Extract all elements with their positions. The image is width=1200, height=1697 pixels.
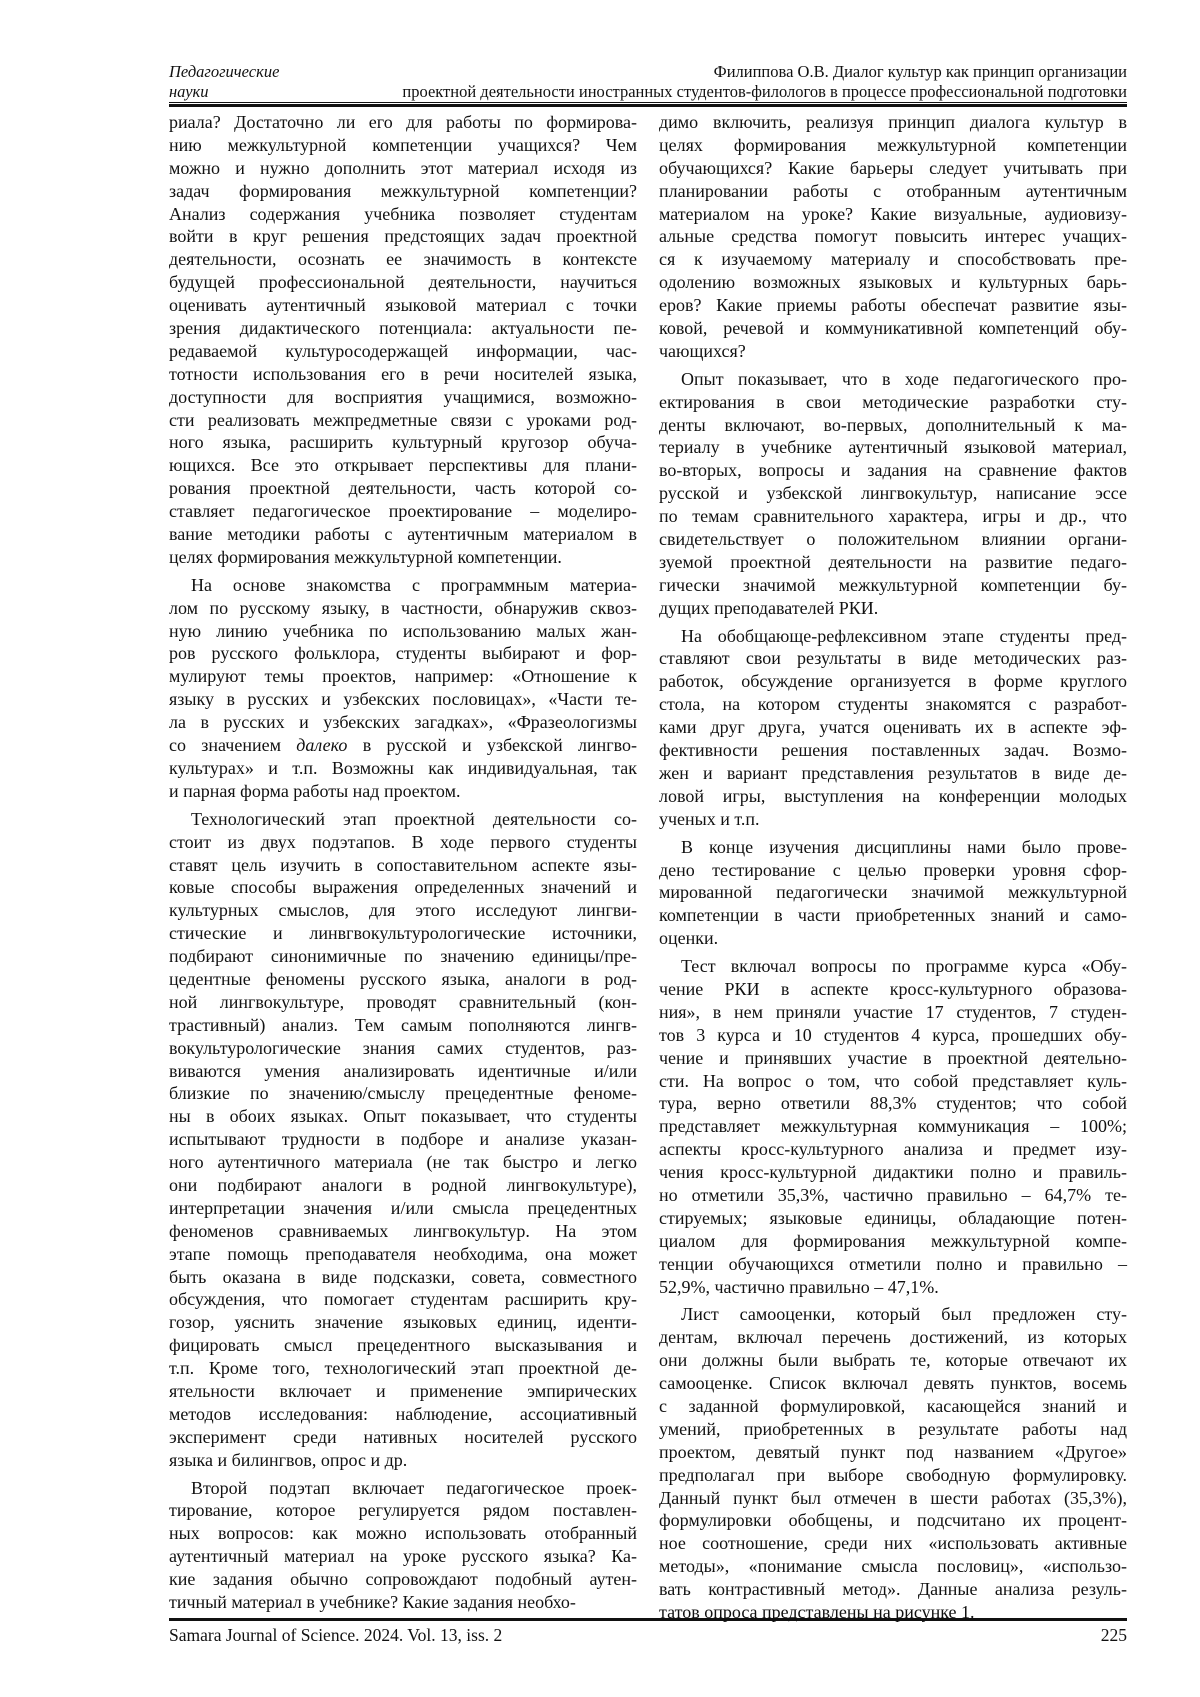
text-line: языка и билингвов, опрос и др.	[169, 1449, 637, 1472]
paragraph	[659, 368, 1127, 620]
paragraph	[659, 625, 1127, 831]
text-line: во-вторых, вопросы и задания на сравнение фактов	[659, 459, 1127, 482]
text-line: ектирования в свои методические разработки сту-	[659, 391, 1127, 414]
text-line: димо включить, реализуя принцип диалога культур в	[659, 111, 1127, 134]
text-line: мулируют темы проектов, например: «Отношение к	[169, 665, 637, 688]
section-name	[169, 62, 279, 102]
text-line: подбирают синонимичные по значению единицы/пре-	[169, 945, 637, 968]
text-line: ученых и т.п.	[659, 808, 1127, 831]
text-line: ную линию учебника по использованию малых жан-	[169, 620, 637, 643]
text-line: методы», «понимание смысла пословиц», «использо-	[659, 1555, 1127, 1578]
text-line: Анализ содержания учебника позволяет студентам	[169, 203, 637, 226]
text-line: Второй подэтап включает педагогическое проек-	[169, 1477, 637, 1500]
text-line: можно и нужно дополнить этот материал исходя из	[169, 157, 637, 180]
text-line: тура, верно ответили 88,3% студентов; что собой	[659, 1092, 1127, 1115]
text-line: планировании работы с отобранным аутентичным	[659, 180, 1127, 203]
text-line: ров русского фольклора, студенты выбирают и фор-	[169, 642, 637, 665]
paragraph	[169, 574, 637, 803]
text-column-left	[169, 111, 637, 1619]
text-line: ками друг друга, учатся оценивать их в аспекте эф-	[659, 716, 1127, 739]
text-line: ны в обоих языках. Опыт показывает, что студенты	[169, 1105, 637, 1128]
text-line: аутентичный материал на уроке русского языка? Ка-	[169, 1545, 637, 1568]
text-line: зрения дидактического потенциала: актуальности пе-	[169, 317, 637, 340]
text-line: будущей профессиональной деятельности, научиться	[169, 271, 637, 294]
text-line: культурных смыслов, для этого исследуют лингви-	[169, 899, 637, 922]
text-line: трастивный) анализ. Тем самым пополняются лингв-	[169, 1014, 637, 1037]
text-line: языку в русских и узбекских пословицах», «Части те-	[169, 688, 637, 711]
text-line: они подбирают аналоги в родной лингвокультуре),	[169, 1174, 637, 1197]
paragraph	[659, 1303, 1127, 1623]
text-line: умений, приобретенных в результате работы над	[659, 1418, 1127, 1441]
text-segment: в русской и узбекской лингво-	[347, 735, 637, 755]
text-line: и парная форма работы над проектом.	[169, 780, 637, 803]
text-line: стоит из двух подэтапов. В ходе первого студенты	[169, 831, 637, 854]
text-line: тичный материал в учебнике? Какие задания необхо-	[169, 1591, 637, 1614]
text-line: методов исследования: наблюдение, ассоциативный	[169, 1403, 637, 1426]
text-line: ния», в нем приняли участие 17 студентов, 7 студен-	[659, 1001, 1127, 1024]
text-line: ся к изучаемому материалу и способствовать пре-	[659, 248, 1127, 271]
text-line: вать контрастивный метод». Данные анализа резуль-	[659, 1578, 1127, 1601]
text-line: тов 3 курса и 10 студентов 4 курса, прошедших обу-	[659, 1024, 1127, 1047]
text-line: фицировать смысл прецедентного высказывания и	[169, 1334, 637, 1357]
text-line: циалом для формирования межкультурной компе-	[659, 1230, 1127, 1253]
text-line: компетенции в части приобретенных знаний и само-	[659, 904, 1127, 927]
text-line: Опыт показывает, что в ходе педагогического про-	[659, 368, 1127, 391]
text-line: интерпретации значения и/или смысла прецедентных	[169, 1197, 637, 1220]
text-line: этапе помощь преподавателя необходима, она может	[169, 1243, 637, 1266]
text-line: денты включают, во-первых, дополнительный к ма-	[659, 414, 1127, 437]
text-line: дено тестирование с целью проверки уровня сфор-	[659, 859, 1127, 882]
article-title-line: проектной деятельности иностранных студентов-филологов в процессе профессиональной подготовки	[402, 82, 1127, 102]
text-line: ловой игры, выступления на конференции молодых	[659, 785, 1127, 808]
text-line: предполагал при выборе свободную формулировку.	[659, 1464, 1127, 1487]
text-line: русской и узбекской лингвокультур, написание эссе	[659, 482, 1127, 505]
text-line: ла в русских и узбекских загадках», «Фразеологизмы	[169, 711, 637, 734]
text-line: ковые способы выражения определенных значений и	[169, 876, 637, 899]
text-line: тирование, которое регулируется рядом поставлен-	[169, 1499, 637, 1522]
paragraph	[659, 111, 1127, 363]
text-line: т.п. Кроме того, технологический этап проектной де-	[169, 1357, 637, 1380]
header-rule	[169, 104, 1127, 107]
text-line: 52,9%, частично правильно – 47,1%.	[659, 1276, 1127, 1299]
text-line: доступности для восприятия учащимися, возможно-	[169, 386, 637, 409]
text-segment: со значением	[169, 735, 296, 755]
text-line: ставляют свои результаты в виде методических раз-	[659, 647, 1127, 670]
text-line: по темам сравнительного характера, игры и др., что	[659, 505, 1127, 528]
article-title-header	[402, 62, 1127, 102]
section-name-line: науки	[169, 82, 279, 102]
text-line: ной лингвокультуре, проводят сравнительный (кон-	[169, 991, 637, 1014]
text-line: ного языка, расширить культурный кругозор обуча-	[169, 431, 637, 454]
text-line: стола, на котором студенты знакомятся с разработ-	[659, 693, 1127, 716]
text-line: ных вопросов: как можно использовать отобранный	[169, 1522, 637, 1545]
text-line: проектом, девятый пункт под названием «Другое»	[659, 1441, 1127, 1464]
text-line: но отметили 35,3%, частично правильно – 64,7% те-	[659, 1184, 1127, 1207]
paragraph	[169, 111, 637, 569]
text-line: нию межкультурной компетенции учащихся? Чем	[169, 134, 637, 157]
text-line: эксперимент среди нативных носителей русского	[169, 1426, 637, 1449]
text-column-right	[659, 111, 1127, 1629]
text-line: сти реализовать межпредметные связи с уроками род-	[169, 409, 637, 432]
text-line: тотности использования его в речи носителей языка,	[169, 363, 637, 386]
text-line: ятельности включает и применение эмпирических	[169, 1380, 637, 1403]
text-line: материалом на уроке? Какие визуальные, аудиовизу-	[659, 203, 1127, 226]
page-number: 225	[1101, 1624, 1127, 1646]
text-line: ковой, речевой и коммуникативной компетенций обу-	[659, 317, 1127, 340]
text-line: оценки.	[659, 927, 1127, 950]
text-line: На обобщающе-рефлексивном этапе студенты пред-	[659, 625, 1127, 648]
text-line: териалу в учебнике аутентичный языковой материал,	[659, 436, 1127, 459]
text-line: еров? Какие приемы работы обеспечат развитие язы-	[659, 294, 1127, 317]
text-line: вокультурологические знания самих студентов, раз-	[169, 1037, 637, 1060]
text-line: гозор, уяснить значение языковых единиц, иденти-	[169, 1311, 637, 1334]
text-line: испытывают трудности в подборе и анализе указан-	[169, 1128, 637, 1151]
text-line: стируемых; языковые единицы, обладающие потен-	[659, 1207, 1127, 1230]
italic-term: далеко	[296, 735, 347, 755]
text-line: свидетельствует о положительном влиянии органи-	[659, 528, 1127, 551]
text-line: чающихся?	[659, 340, 1127, 363]
text-line: ного аутентичного материала (не так быстро и легко	[169, 1151, 637, 1174]
text-line: чение РКИ в аспекте кросс-культурного образова-	[659, 978, 1127, 1001]
text-line: тенции обучающихся отметили полно и правильно –	[659, 1253, 1127, 1276]
text-line: они должны были выбрать те, которые отвечают их	[659, 1349, 1127, 1372]
text-line: сти. На вопрос о том, что собой представляет куль-	[659, 1070, 1127, 1093]
footer-rule	[169, 1618, 1127, 1621]
text-line: обсуждения, что помогает студентам расширить кру-	[169, 1288, 637, 1311]
text-line: деятельности, осознать ее значимость в контексте	[169, 248, 637, 271]
text-line: Данный пункт был отмечен в шести работах (35,3%),	[659, 1487, 1127, 1510]
text-line: кие задания обычно сопровождают подобный аутен-	[169, 1568, 637, 1591]
section-name-line: Педагогические	[169, 62, 279, 82]
paragraph	[659, 955, 1127, 1298]
text-line: жен и вариант представления результатов в виде де-	[659, 762, 1127, 785]
text-line	[169, 734, 637, 757]
text-line: целях формирования межкультурной компетенции.	[169, 546, 637, 569]
text-line: зуемой проектной деятельности на развитие педаго-	[659, 551, 1127, 574]
paragraph	[659, 836, 1127, 950]
text-line: татов опроса представлены на рисунке 1.	[659, 1601, 1127, 1624]
text-line: представляет межкультурная коммуникация – 100%;	[659, 1115, 1127, 1138]
text-line: войти в круг решения предстоящих задач проектной	[169, 225, 637, 248]
text-line: стические и линвгвокультурологические источники,	[169, 922, 637, 945]
text-line: вание методики работы с аутентичным материалом в	[169, 523, 637, 546]
journal-citation: Samara Journal of Science. 2024. Vol. 13, iss. 2	[169, 1624, 502, 1646]
text-line: работок, обсуждение организуется в форме круглого	[659, 670, 1127, 693]
header-rule-thin	[169, 102, 1127, 103]
text-line: лом по русскому языку, в частности, обнаружив сквоз-	[169, 597, 637, 620]
text-line: феноменов сравниваемых лингвокультур. На этом	[169, 1220, 637, 1243]
text-line: риала? Достаточно ли его для работы по формирова-	[169, 111, 637, 134]
text-line: В конце изучения дисциплины нами было прове-	[659, 836, 1127, 859]
text-line: чение и принявших участие в проектной деятельно-	[659, 1047, 1127, 1070]
text-line: задач формирования межкультурной компетенции?	[169, 180, 637, 203]
text-line: Тест включал вопросы по программе курса «Обу-	[659, 955, 1127, 978]
text-line: рования проектной деятельности, часть которой со-	[169, 477, 637, 500]
text-line: На основе знакомства с программным материа-	[169, 574, 637, 597]
text-line: целях формирования межкультурной компетенции	[659, 134, 1127, 157]
text-line: обучающихся? Какие барьеры следует учитывать при	[659, 157, 1127, 180]
text-line: оценивать аутентичный языковой материал с точки	[169, 294, 637, 317]
text-line: чения кросс-культурной дидактики полно и правиль-	[659, 1161, 1127, 1184]
text-line: альные средства помогут повысить интерес учащих-	[659, 225, 1127, 248]
text-line: ное соотношение, среди них «использовать активные	[659, 1532, 1127, 1555]
text-line: цедентные феномены русского языка, аналоги в род-	[169, 968, 637, 991]
text-line: ставляет педагогическое проектирование – моделиро-	[169, 500, 637, 523]
text-line: виваются умения анализировать идентичные и/или	[169, 1060, 637, 1083]
text-line: быть оказана в виде подсказки, совета, совместного	[169, 1266, 637, 1289]
text-line: культурах» и т.п. Возможны как индивидуальная, так	[169, 757, 637, 780]
article-title-line: Филиппова О.В. Диалог культур как принцип организации	[402, 62, 1127, 82]
text-line: формулировки обобщены, и подсчитано их процент-	[659, 1509, 1127, 1532]
text-line: дентам, включал перечень достижений, из которых	[659, 1326, 1127, 1349]
text-line: одолению возможных языковых и культурных барь-	[659, 271, 1127, 294]
paragraph	[169, 1477, 637, 1614]
text-line: самооценке. Список включал девять пунктов, восемь	[659, 1372, 1127, 1395]
text-line: фективности решения поставленных задач. Возмо-	[659, 739, 1127, 762]
text-line: ставят цель изучить в сопоставительном аспекте язы-	[169, 854, 637, 877]
text-line: Технологический этап проектной деятельности со-	[169, 808, 637, 831]
paragraph	[169, 808, 637, 1472]
text-line: дущих преподавателей РКИ.	[659, 597, 1127, 620]
text-line: аспекты кросс-культурного анализа и предмет изу-	[659, 1138, 1127, 1161]
text-line: с заданной формулировкой, касающейся знаний и	[659, 1395, 1127, 1418]
text-line: гически значимой межкультурной компетенции бу-	[659, 574, 1127, 597]
text-line: редаваемой культуросодержащей информации, час-	[169, 340, 637, 363]
text-line: ющихся. Все это открывает перспективы для плани-	[169, 454, 637, 477]
text-line: Лист самооценки, который был предложен сту-	[659, 1303, 1127, 1326]
text-line: близкие по значению/смыслу прецедентные феноме-	[169, 1082, 637, 1105]
text-line: мированной педагогически значимой межкультурной	[659, 881, 1127, 904]
